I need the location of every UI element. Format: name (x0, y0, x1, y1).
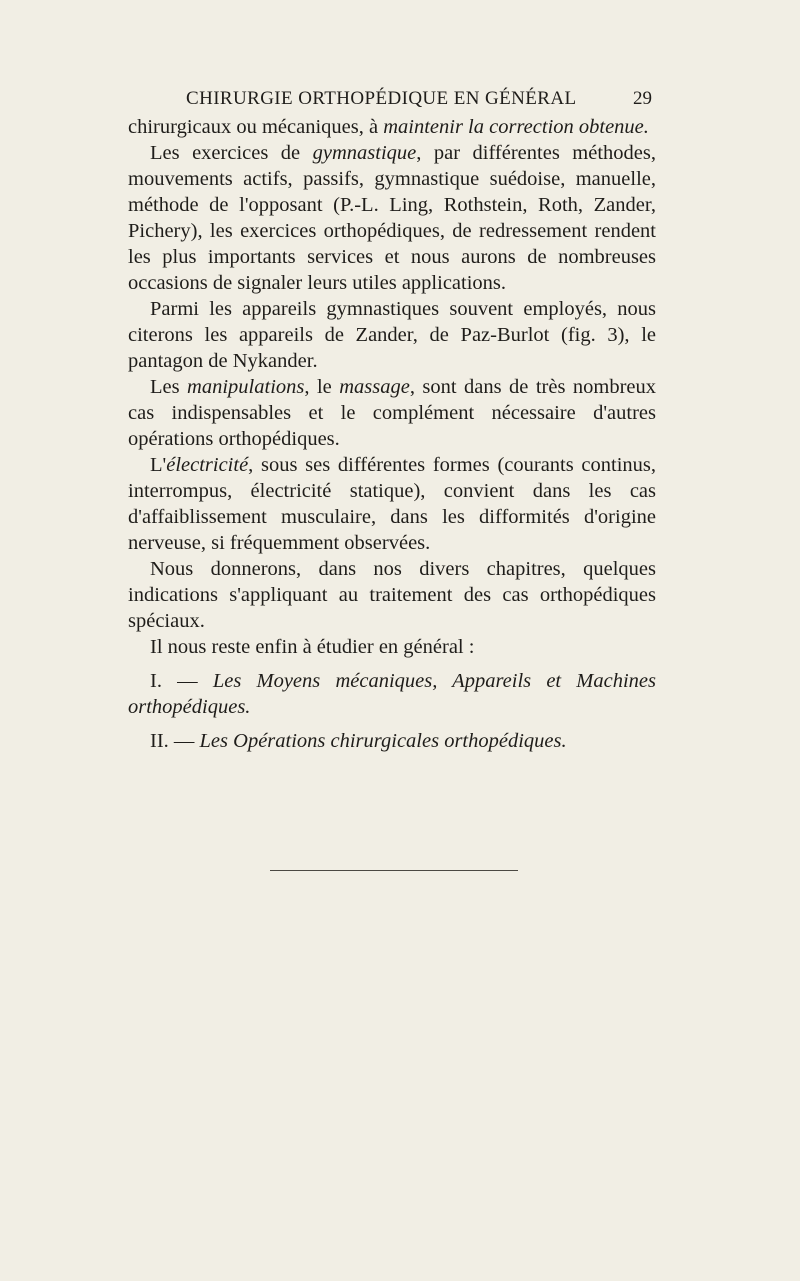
paragraph-electricite (128, 452, 656, 556)
section-divider (270, 870, 518, 871)
list-number: I. — (150, 670, 213, 692)
text-span: Les exercices de (150, 142, 313, 164)
paragraph-gymnastique (128, 140, 656, 296)
italic-term: massage (339, 376, 410, 398)
paragraph-manipulations (128, 374, 656, 452)
page-number: 29 (633, 88, 652, 109)
paragraph-indications: Nous donnerons, dans nos divers chapitres, quelques indications s'appliquant au traitement des cas orthopédiques spéciaux. (128, 558, 656, 632)
italic-term: manipulations (187, 376, 305, 398)
text-span: chirurgicaux ou mécaniques, à (128, 116, 384, 138)
paragraph-appareils: Parmi les appareils gymnastiques souvent employés, nous citerons les appareils de Zander, de Paz-Burlot (fig. 3), le pantagon de Nykander. (128, 298, 656, 372)
paragraph-reste: Il nous reste enfin à étudier en général : (150, 636, 475, 658)
italic-term: électricité (166, 454, 249, 476)
text-span: , le (304, 376, 340, 398)
italic-phrase: maintenir la correction obtenue. (383, 116, 649, 138)
list-item-2 (128, 728, 656, 754)
header-title: CHIRURGIE ORTHOPÉDIQUE EN GÉNÉRAL (186, 88, 577, 109)
list-number: II. — (150, 730, 200, 752)
text-span: , sont dans de très nombreux cas indispensables et le complément nécessaire d'autres opérations orthopédiques. (128, 376, 656, 450)
body-text (128, 114, 656, 754)
list-text: Les Moyens mécaniques, Appareils et Machines orthopédiques. (128, 670, 657, 718)
text-span: Les (150, 376, 188, 398)
text-span: , par différentes méthodes, mouvements actifs, passifs, gymnastique suédoise, manuelle, méthode de l'opposant (P.-L. Ling, Rothstein, Roth, Zander, Pichery), les exercices orthopédiques, de redressement rendent les plus importants services et nous aurons de nombreuses occasions de signaler leurs utiles applications. (128, 142, 656, 294)
paragraph-continuation (128, 114, 656, 140)
text-span: , sous ses différentes formes (courants continus, interrompus, électricité statique), convient dans les cas d'affaiblissement musculaire, dans les difformités d'origine nerveuse, si fréquemment observées. (128, 454, 656, 554)
italic-term: gymnastique (312, 142, 417, 164)
text-span: L' (150, 454, 167, 476)
list-item-1 (128, 668, 656, 720)
running-header (128, 88, 652, 114)
list-text: Les Opérations chirurgicales orthopédiques. (199, 730, 567, 752)
